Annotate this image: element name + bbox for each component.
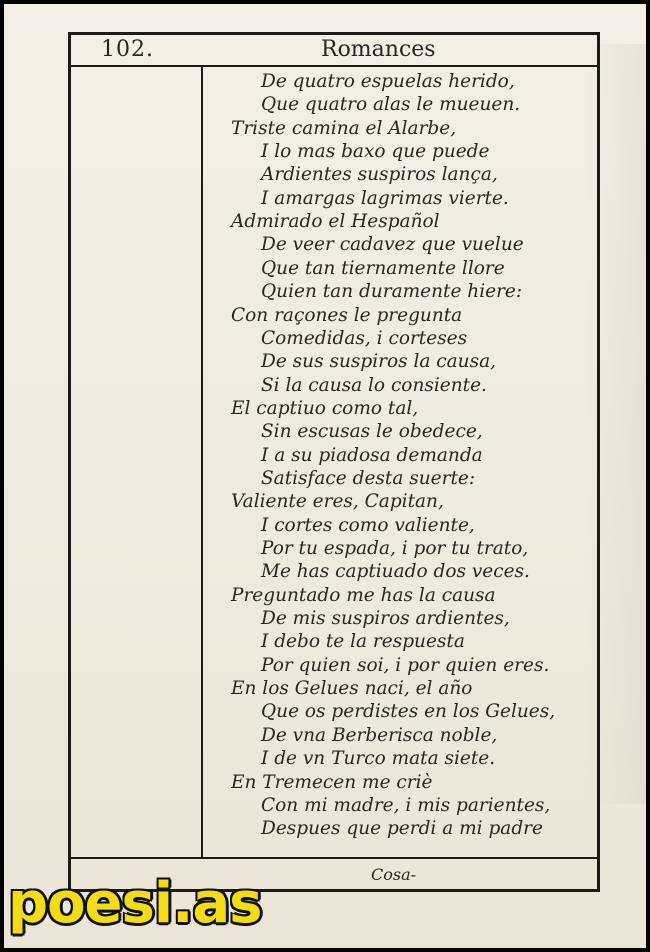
verse-line: Triste camina el Alarbe,: [231, 117, 457, 139]
verse-line: En Tremecen me criè: [231, 771, 433, 793]
verse-line: El captiuo como tal,: [231, 397, 419, 419]
verse-line: I de vn Turco mata siete.: [261, 748, 496, 770]
verse-line: I debo te la respuesta: [261, 631, 465, 653]
verse-line: I a su piadosa demanda: [261, 444, 483, 466]
verse-line: En los Gelues naci, el año: [231, 678, 473, 700]
verse-line: De quatro espuelas herido,: [261, 71, 515, 92]
verse-line: Valiente eres, Capitan,: [231, 491, 444, 513]
verse-line: Con raçones le pregunta: [231, 304, 463, 326]
verse-line: Me has captiuado dos veces.: [261, 561, 530, 583]
page-number: 102.: [101, 37, 154, 62]
header-rule: [71, 65, 597, 67]
book-page: [4, 4, 646, 948]
verse-line: Preguntado me has la causa: [231, 584, 496, 606]
page-frame: [68, 32, 600, 892]
verse-line: Ardientes suspiros lança,: [261, 164, 498, 186]
verse-line: I cortes como valiente,: [261, 514, 475, 536]
running-head: Romances: [321, 37, 436, 62]
footer-rule: [71, 857, 597, 859]
verse-line: Sin escusas le obedece,: [261, 421, 483, 443]
verse-line: Admirado el Hespañol: [231, 211, 440, 233]
margin-column-rule: [201, 66, 203, 857]
verse-line: Que os perdistes en los Gelues,: [261, 701, 556, 723]
verse-line: I amargas lagrimas vierte.: [261, 187, 509, 209]
verse-line: Que quatro alas le mueuen.: [261, 94, 521, 116]
verse-line: De vna Berberisca noble,: [261, 724, 498, 746]
verse-line: Quien tan duramente hiere:: [261, 281, 523, 303]
verse-line: De mis suspiros ardientes,: [261, 608, 510, 630]
catchword: Cosa-: [371, 865, 417, 884]
verse-line: I lo mas baxo que puede: [261, 141, 490, 163]
verse-line: Satisface desta suerte:: [261, 467, 476, 489]
verse-line: Que tan tiernamente llore: [261, 257, 505, 279]
verse-line: Por quien soi, i por quien eres.: [261, 654, 550, 676]
poesias-logo: poesi.as: [8, 871, 262, 936]
verse-line: De sus suspiros la causa,: [261, 351, 496, 373]
verse-line: Despues que perdi a mi padre: [261, 818, 543, 840]
verse-line: Por tu espada, i por tu trato,: [261, 538, 529, 559]
verse-line: Comedidas, i corteses: [261, 327, 468, 349]
verse-line: Con mi madre, i mis parientes,: [261, 794, 551, 816]
verse-line: Si la causa lo consiente.: [261, 374, 487, 396]
verse-line: De veer cadavez que vuelue: [261, 234, 524, 256]
